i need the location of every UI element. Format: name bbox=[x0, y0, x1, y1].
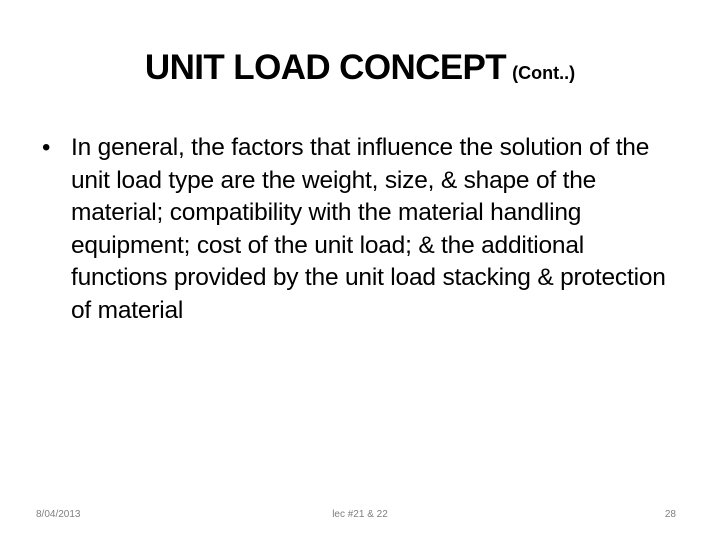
footer-center-text: lec #21 & 22 bbox=[332, 509, 388, 520]
slide-page-number: 28 bbox=[664, 509, 676, 520]
bullet-text: In general, the factors that influence the solution of the unit load type are the weight, size, & shape of the material; compatibility with the material handling equipment; cost of the unit load; & the additional functions provided by the unit load stacking & protection of material bbox=[71, 134, 666, 324]
slide-body bbox=[36, 132, 684, 327]
slide-title bbox=[36, 44, 684, 99]
bullet-marker: • bbox=[42, 134, 51, 161]
slide-title-text: UNIT LOAD CONCEPT bbox=[144, 48, 507, 87]
slide-title-suffix: (Cont..) bbox=[512, 63, 576, 83]
footer-date: 8/04/2013 bbox=[36, 509, 81, 520]
bullet-item bbox=[36, 132, 684, 327]
